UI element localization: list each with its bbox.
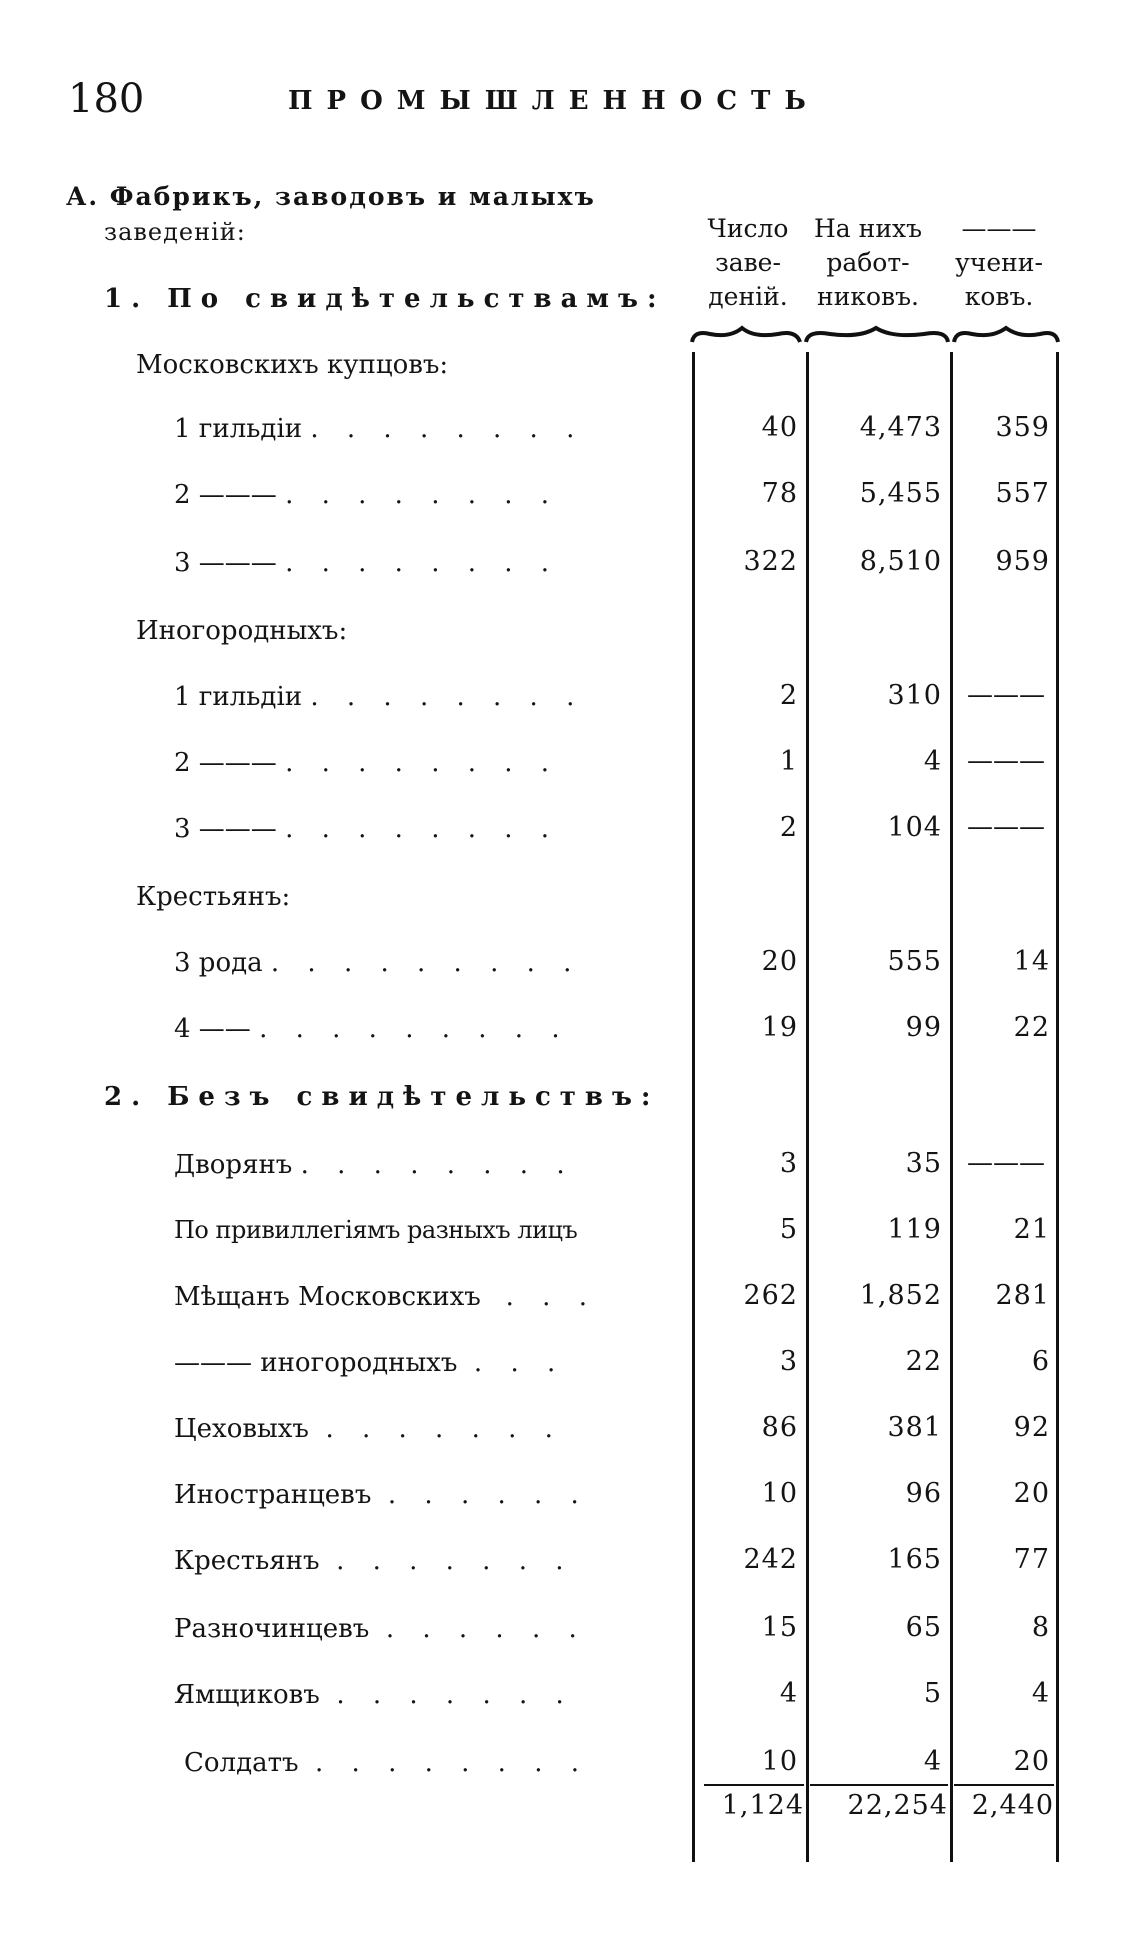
row-label: Дворянъ . . . . . . . . xyxy=(174,1150,575,1180)
cell-workers: 5,455 xyxy=(859,478,942,509)
cell-workers: 65 xyxy=(905,1612,942,1643)
row-label: 3 ——— . . . . . . . . xyxy=(174,814,560,844)
cell-apprentices: 22 xyxy=(1013,1012,1050,1043)
cell-workers: 99 xyxy=(905,1012,942,1043)
total-rule-establishments xyxy=(704,1784,804,1786)
cell-workers: 381 xyxy=(887,1412,942,1443)
cell-apprentices: 20 xyxy=(1013,1478,1050,1509)
col-header-apprentices xyxy=(940,212,1058,314)
cell-apprentices: 959 xyxy=(995,546,1050,577)
brace-establishments xyxy=(690,322,802,348)
cell-establishments: 242 xyxy=(743,1544,798,1575)
group-moscow-merchants: Московскихъ купцовъ: xyxy=(136,350,449,380)
cell-apprentices: ——— xyxy=(967,680,1045,710)
row-label: 2 ——— . . . . . . . . xyxy=(174,480,560,510)
rule-col1 xyxy=(806,352,809,1862)
row-label: Ямщиковъ . . . . . . . xyxy=(174,1680,574,1710)
cell-workers: 22 xyxy=(905,1346,942,1377)
cell-workers: 4 xyxy=(923,1746,942,1777)
cell-apprentices: 77 xyxy=(1013,1544,1050,1575)
cell-apprentices: 20 xyxy=(1013,1746,1050,1777)
cell-workers: 4,473 xyxy=(859,412,942,443)
total-apprentices: 2,440 xyxy=(971,1790,1054,1821)
section-a-title: А. Фабрикъ, заводовъ и малыхъ xyxy=(66,182,596,211)
row-label: 2 ——— . . . . . . . . xyxy=(174,748,560,778)
col-header-establishments-line3: деній. xyxy=(708,282,788,311)
total-establishments: 1,124 xyxy=(721,1790,804,1821)
cell-workers: 104 xyxy=(887,812,942,843)
col-header-workers xyxy=(808,212,928,314)
running-title: ПРОМЫШЛЕННОСТЬ xyxy=(288,86,820,116)
col-header-apprentices-line1: ——— xyxy=(961,214,1037,243)
cell-establishments: 2 xyxy=(779,812,798,843)
cell-workers: 5 xyxy=(923,1678,942,1709)
cell-apprentices: 281 xyxy=(995,1280,1050,1311)
cell-workers: 119 xyxy=(887,1214,942,1245)
total-workers: 22,254 xyxy=(847,1790,948,1821)
cell-workers: 1,852 xyxy=(859,1280,942,1311)
section-a-subtitle: заведеній: xyxy=(104,218,246,246)
cell-workers: 96 xyxy=(905,1478,942,1509)
col-header-workers-line3: никовъ. xyxy=(817,282,919,311)
rule-left xyxy=(692,352,695,1862)
brace-workers xyxy=(804,322,950,348)
row-label: Цеховыхъ . . . . . . . xyxy=(174,1414,563,1444)
row-label: Иностранцевъ . . . . . . xyxy=(174,1480,589,1510)
row-label: Крестьянъ . . . . . . . xyxy=(174,1546,574,1576)
row-label: 1 гильдіи . . . . . . . . xyxy=(174,682,585,712)
total-rule-apprentices xyxy=(954,1784,1054,1786)
row-label: 3 рода . . . . . . . . . xyxy=(174,948,582,978)
cell-apprentices: 21 xyxy=(1013,1214,1050,1245)
col-header-establishments-line1: Число xyxy=(707,214,789,243)
group-other-cities: Иногородныхъ: xyxy=(136,616,348,646)
cell-establishments: 3 xyxy=(779,1346,798,1377)
cell-establishments: 5 xyxy=(779,1214,798,1245)
subsection-2-title: 2. Безъ свидѣтельствъ: xyxy=(104,1082,660,1112)
cell-establishments: 3 xyxy=(779,1148,798,1179)
row-label: По привиллегіямъ разныхъ лицъ xyxy=(174,1216,578,1244)
cell-establishments: 78 xyxy=(761,478,798,509)
cell-establishments: 40 xyxy=(761,412,798,443)
row-label: ——— иногородныхъ . . . xyxy=(174,1348,566,1378)
row-label: Солдатъ . . . . . . . . xyxy=(184,1748,590,1778)
cell-workers: 555 xyxy=(887,946,942,977)
row-label: Мѣщанъ Московскихъ . . . xyxy=(174,1282,597,1312)
cell-establishments: 20 xyxy=(761,946,798,977)
cell-workers: 8,510 xyxy=(859,546,942,577)
cell-establishments: 1 xyxy=(779,746,798,777)
rule-col2 xyxy=(950,352,953,1862)
cell-apprentices: 359 xyxy=(995,412,1050,443)
cell-apprentices: 92 xyxy=(1013,1412,1050,1443)
col-header-workers-line2: работ- xyxy=(826,248,910,277)
cell-establishments: 10 xyxy=(761,1478,798,1509)
col-header-establishments-line2: заве- xyxy=(715,248,781,277)
row-label: 3 ——— . . . . . . . . xyxy=(174,548,560,578)
cell-apprentices: ——— xyxy=(967,1148,1045,1178)
cell-apprentices: 557 xyxy=(995,478,1050,509)
subsection-1-title: 1. По свидѣтельствамъ: xyxy=(104,284,666,314)
cell-apprentices: 4 xyxy=(1031,1678,1050,1709)
rule-right xyxy=(1056,352,1059,1862)
cell-establishments: 2 xyxy=(779,680,798,711)
row-label: Разночинцевъ . . . . . . xyxy=(174,1614,587,1644)
cell-establishments: 322 xyxy=(743,546,798,577)
cell-establishments: 4 xyxy=(779,1678,798,1709)
cell-workers: 35 xyxy=(905,1148,942,1179)
cell-apprentices: 14 xyxy=(1013,946,1050,977)
cell-workers: 165 xyxy=(887,1544,942,1575)
col-header-establishments xyxy=(688,212,808,314)
cell-establishments: 10 xyxy=(761,1746,798,1777)
cell-establishments: 19 xyxy=(761,1012,798,1043)
cell-workers: 310 xyxy=(887,680,942,711)
cell-apprentices: ——— xyxy=(967,746,1045,776)
cell-apprentices: 8 xyxy=(1031,1612,1050,1643)
cell-establishments: 15 xyxy=(761,1612,798,1643)
cell-establishments: 262 xyxy=(743,1280,798,1311)
row-label: 1 гильдіи . . . . . . . . xyxy=(174,414,585,444)
total-rule-workers xyxy=(810,1784,948,1786)
cell-establishments: 86 xyxy=(761,1412,798,1443)
cell-apprentices: 6 xyxy=(1031,1346,1050,1377)
col-header-workers-line1: На нихъ xyxy=(814,214,922,243)
brace-apprentices xyxy=(952,322,1060,348)
col-header-apprentices-line3: ковъ. xyxy=(964,282,1034,311)
cell-workers: 4 xyxy=(923,746,942,777)
col-header-apprentices-line2: учени- xyxy=(955,248,1043,277)
cell-apprentices: ——— xyxy=(967,812,1045,842)
page-number: 180 xyxy=(68,76,145,122)
group-peasants: Крестьянъ: xyxy=(136,882,291,912)
row-label: 4 —— . . . . . . . . . xyxy=(174,1014,570,1044)
